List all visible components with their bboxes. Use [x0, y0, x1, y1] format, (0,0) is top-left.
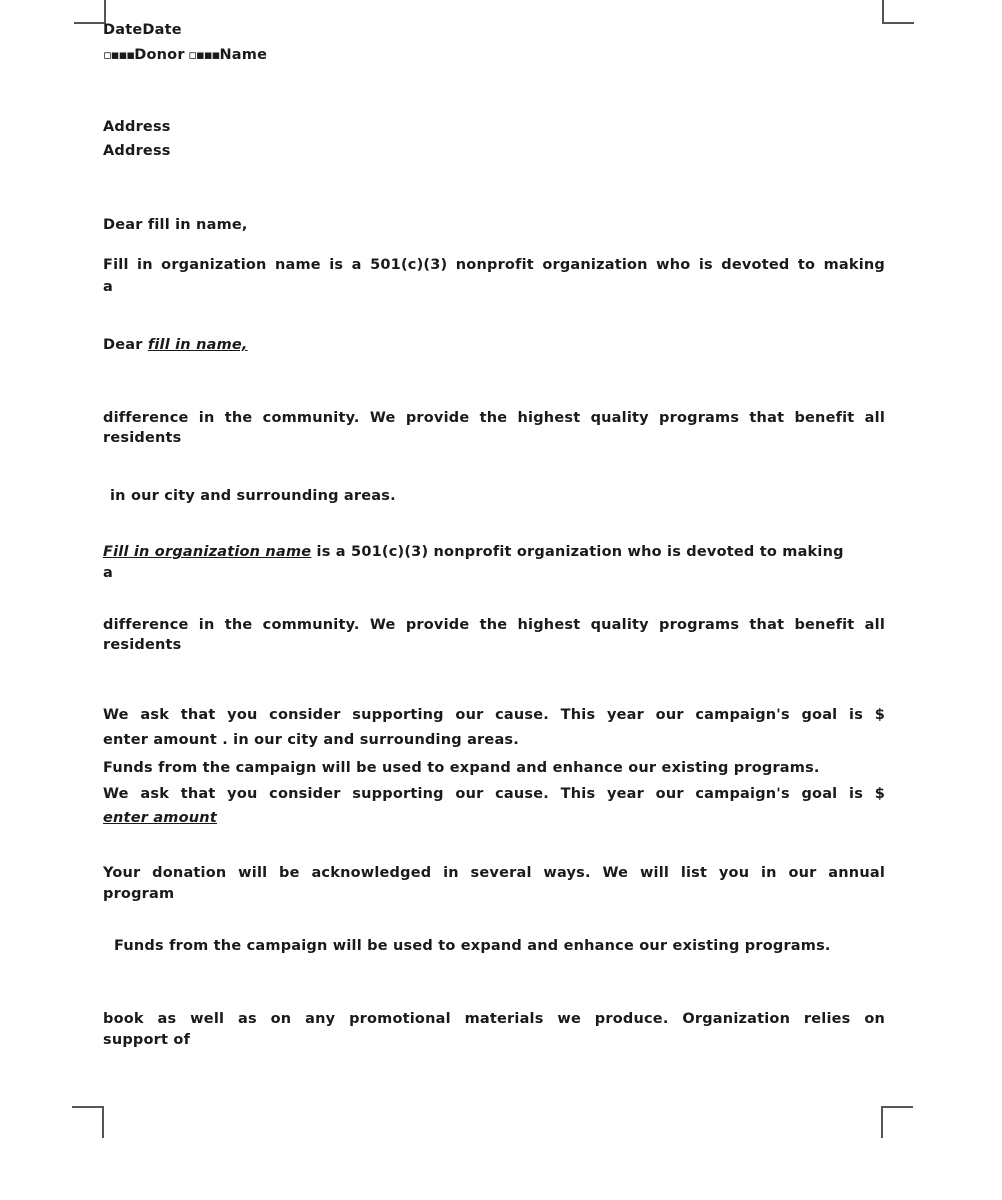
paragraph-6-line-1: We ask that you consider supporting our cause. This year our campaign's goal is $ — [103, 707, 885, 723]
paragraph-2-line-1: difference in the community. We provide the highest quality programs that benefit all — [103, 410, 885, 426]
paragraph-7-line-1: Your donation will be acknowledged in several ways. We will list you in our annual — [103, 865, 885, 881]
paragraph-9-line-2: support of — [103, 1032, 191, 1048]
greeting-1: Dear fill in name, — [103, 217, 248, 233]
greeting-2-name: fill in name, — [147, 337, 248, 353]
paragraph-6-line-5 — [103, 808, 885, 828]
paragraph-1-line-1: Fill in organization name is a 501(c)(3) nonprofit organization who is devoted to making — [103, 257, 885, 273]
paragraph-4-line-1 — [103, 542, 885, 562]
paragraph-5-line-2: residents — [103, 637, 182, 653]
address-line-1: Address — [103, 119, 171, 135]
paragraph-6-line-3: Funds from the campaign will be used to expand and enhance our existing programs. — [103, 760, 820, 776]
organization-name-field: Fill in organization name — [103, 544, 312, 560]
amount-field: enter amount — [103, 810, 217, 826]
paragraph-6-line-4: We ask that you consider supporting our cause. This year our campaign's goal is $ — [103, 786, 885, 802]
crop-mark-bottom-right — [881, 1106, 913, 1138]
crop-mark-bottom-left — [72, 1106, 104, 1138]
date-line: DateDate — [103, 22, 182, 38]
paragraph-7-line-2: program — [103, 886, 175, 902]
paragraph-2-line-2: residents — [103, 430, 182, 446]
paragraph-3: in our city and surrounding areas. — [110, 488, 396, 504]
greeting-2-prefix: Dear — [103, 337, 143, 353]
donor-name: Name — [219, 47, 268, 63]
paragraph-5-line-1: difference in the community. We provide the highest quality programs that benefit all — [103, 617, 885, 633]
crop-mark-top-right — [882, 0, 914, 24]
crop-mark-top-left — [74, 0, 106, 24]
greeting-2 — [103, 335, 885, 355]
address-line-2: Address — [103, 143, 171, 159]
paragraph-4-rest: is a 501(c)(3) nonprofit organization who is devoted to making — [316, 544, 844, 560]
paragraph-8: Funds from the campaign will be used to expand and enhance our existing programs. — [114, 938, 831, 954]
donor-name-line: ▫▪▪▪Donor ▫▪▪▪Name — [103, 47, 268, 63]
donor-prefix: Donor — [134, 47, 185, 63]
paragraph-6-line-2: enter amount . in our city and surrounding areas. — [103, 732, 519, 748]
paragraph-9-line-1: book as well as on any promotional materials we produce. Organization relies on — [103, 1011, 885, 1027]
paragraph-4-line-2: a — [103, 565, 113, 581]
paragraph-1-line-2: a — [103, 279, 113, 295]
